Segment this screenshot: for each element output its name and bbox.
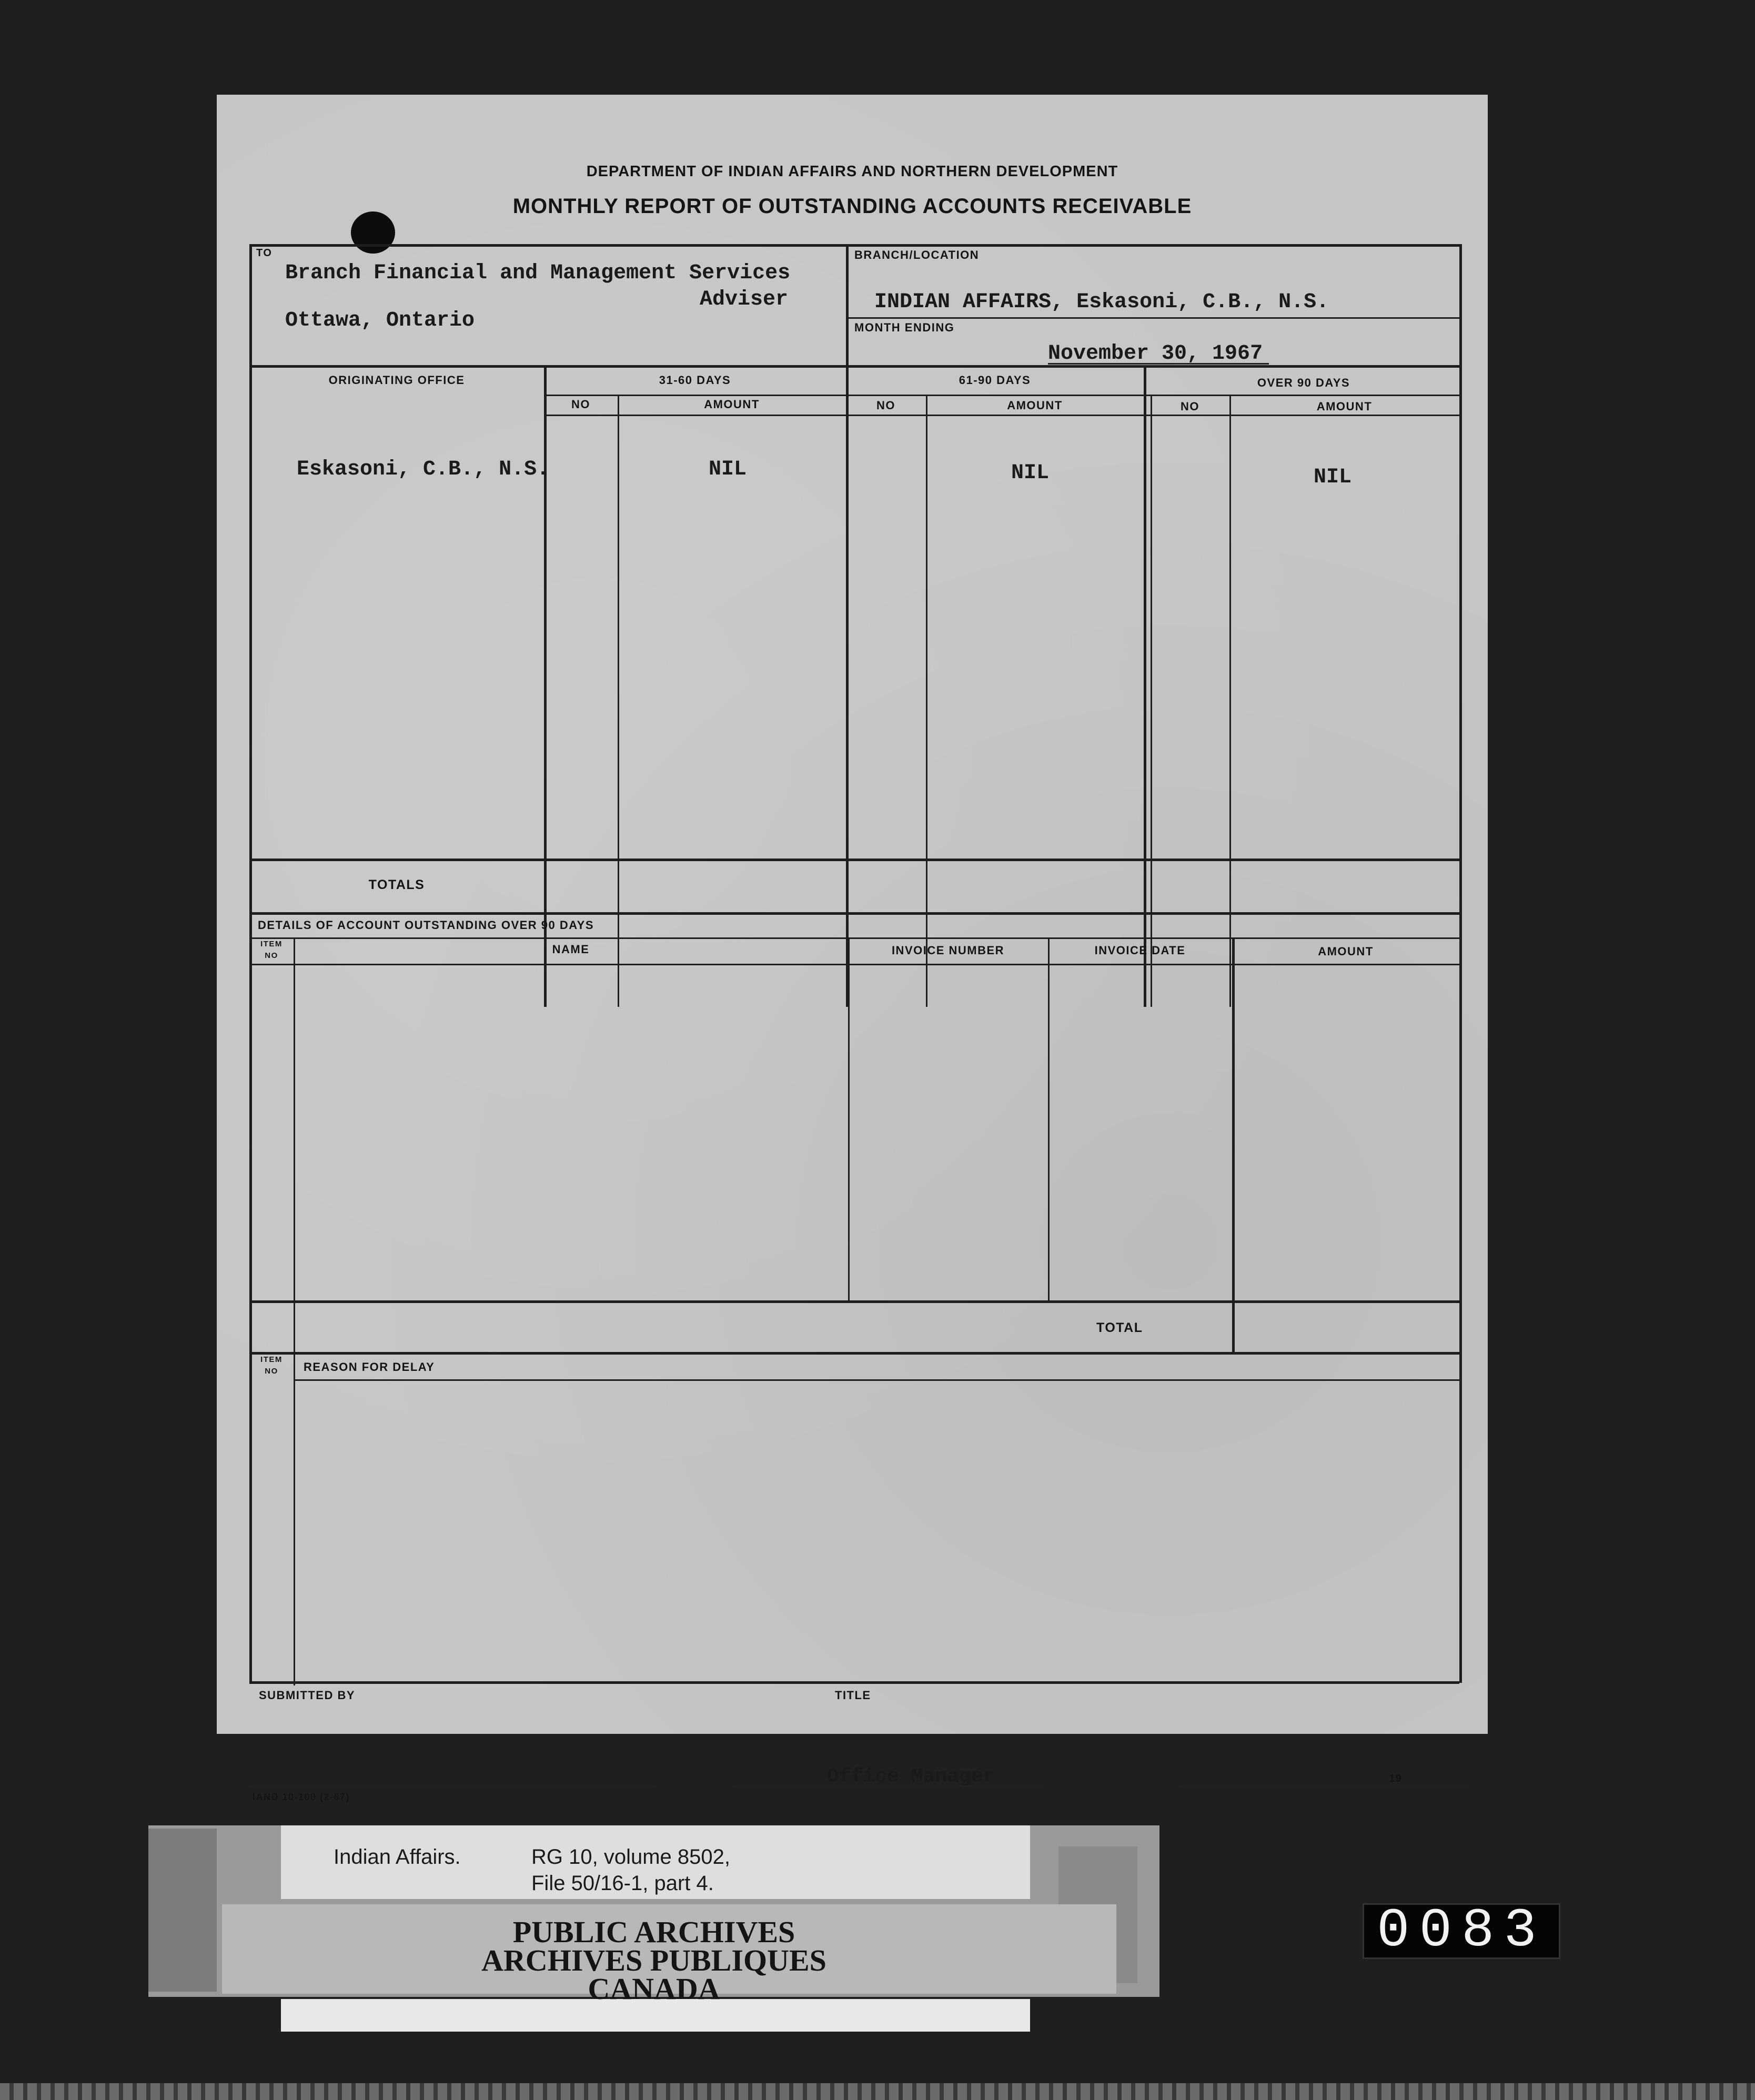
month-underline <box>1048 363 1269 365</box>
amount-header-31-60: AMOUNT <box>704 398 760 411</box>
archive-ref-line-1: RG 10, volume 8502, <box>531 1845 730 1869</box>
department-heading: DEPARTMENT OF INDIAN AFFAIRS AND NORTHERN DEVELOPMENT <box>586 163 1118 180</box>
amount-31-60-value: NIL <box>709 458 747 481</box>
details-amount-header: AMOUNT <box>1318 945 1374 958</box>
frame-number: 0083 <box>1363 1903 1560 1959</box>
col-61-90-header: 61-90 DAYS <box>959 373 1031 387</box>
amount-over-90-value: NIL <box>1314 466 1352 489</box>
details-name-header: NAME <box>552 943 590 956</box>
archive-reference-card <box>148 1825 1159 2006</box>
details-item-label: ITEM <box>260 940 283 948</box>
no-header-61-90: NO <box>876 399 895 412</box>
branch-label: BRANCH/LOCATION <box>854 248 980 261</box>
submitted-by-line <box>249 1785 655 1787</box>
no-header-31-60: NO <box>571 398 590 411</box>
grid-line <box>249 1300 1459 1303</box>
form-title: MONTHLY REPORT OF OUTSTANDING ACCOUNTS RECEIVABLE <box>512 195 1192 218</box>
grid-line <box>294 937 295 1685</box>
form-code: IAND 10-100 (2-67) <box>253 1792 350 1802</box>
grid-line <box>1048 937 1050 1300</box>
grid-line <box>249 1681 1459 1684</box>
title-line <box>734 1785 1044 1787</box>
grid-line <box>846 244 849 375</box>
details-invoice-number-header: INVOICE NUMBER <box>891 944 1005 957</box>
grid-line <box>926 395 927 1007</box>
archive-stamp-line-2: ARCHIVES PUBLIQUES <box>481 1943 826 1977</box>
grid-line <box>544 415 1459 416</box>
grid-line <box>249 365 1459 368</box>
details-item-no-label: NO <box>265 951 278 960</box>
details-heading: DETAILS OF ACCOUNT OUTSTANDING OVER 90 DAYS <box>258 918 594 932</box>
film-edge-strip <box>0 2083 1755 2100</box>
details-invoice-date-header: INVOICE DATE <box>1094 944 1186 957</box>
no-header-over-90: NO <box>1181 400 1199 413</box>
grid-line <box>1151 395 1152 1007</box>
col-over-90-header: OVER 90 DAYS <box>1257 376 1350 389</box>
grid-line <box>846 317 1459 319</box>
archive-stamp-line-1: PUBLIC ARCHIVES <box>512 1915 795 1949</box>
grid-line <box>249 912 1459 915</box>
grid-line <box>1459 244 1462 1683</box>
col-31-60-header: 31-60 DAYS <box>659 373 731 387</box>
grid-line <box>1229 395 1231 1007</box>
grid-line <box>249 859 1459 861</box>
grid-line <box>249 1352 1459 1355</box>
month-ending-label: MONTH ENDING <box>854 321 955 334</box>
date-line <box>1179 1785 1470 1787</box>
reason-item-no-label: NO <box>265 1367 278 1376</box>
reason-item-label: ITEM <box>260 1355 283 1364</box>
to-line-2: Adviser <box>700 288 789 311</box>
title-value: Office Manager <box>827 1765 995 1788</box>
year-prefix: 19 <box>1389 1773 1403 1784</box>
grid-line <box>1144 365 1146 1007</box>
amount-61-90-value: NIL <box>1011 461 1050 485</box>
month-ending-value: November 30, 1967 <box>1048 342 1263 366</box>
grid-line <box>1232 937 1235 1352</box>
archive-source: Indian Affairs. <box>334 1845 461 1869</box>
branch-value: INDIAN AFFAIRS, Eskasoni, C.B., N.S. <box>874 290 1329 314</box>
originating-office-value: Eskasoni, C.B., N.S. <box>297 458 550 481</box>
grid-line <box>249 964 1459 965</box>
to-line-1: Branch Financial and Management Services <box>285 261 791 285</box>
grid-line <box>618 395 619 1007</box>
totals-label: TOTALS <box>368 877 425 892</box>
originating-office-header: ORIGINATING OFFICE <box>328 373 465 387</box>
grid-line <box>544 395 1459 396</box>
report-form-sheet <box>217 95 1488 1802</box>
archive-stamp-line-3: CANADA <box>588 1972 720 2006</box>
grid-line <box>249 937 1459 939</box>
submitted-by-label: SUBMITTED BY <box>259 1689 355 1702</box>
to-label: TO <box>256 247 273 259</box>
details-total-label: TOTAL <box>1096 1320 1143 1335</box>
grid-line <box>249 244 1459 247</box>
grid-line <box>848 937 850 1300</box>
archive-ref-line-2: File 50/16-1, part 4. <box>531 1872 714 1895</box>
to-line-3: Ottawa, Ontario <box>285 309 475 332</box>
amount-header-over-90: AMOUNT <box>1316 400 1373 413</box>
title-label: TITLE <box>835 1689 871 1702</box>
amount-header-61-90: AMOUNT <box>1007 399 1063 412</box>
grid-line <box>294 1379 1459 1381</box>
grid-line <box>846 365 849 1007</box>
reason-for-delay-label: REASON FOR DELAY <box>304 1360 435 1374</box>
